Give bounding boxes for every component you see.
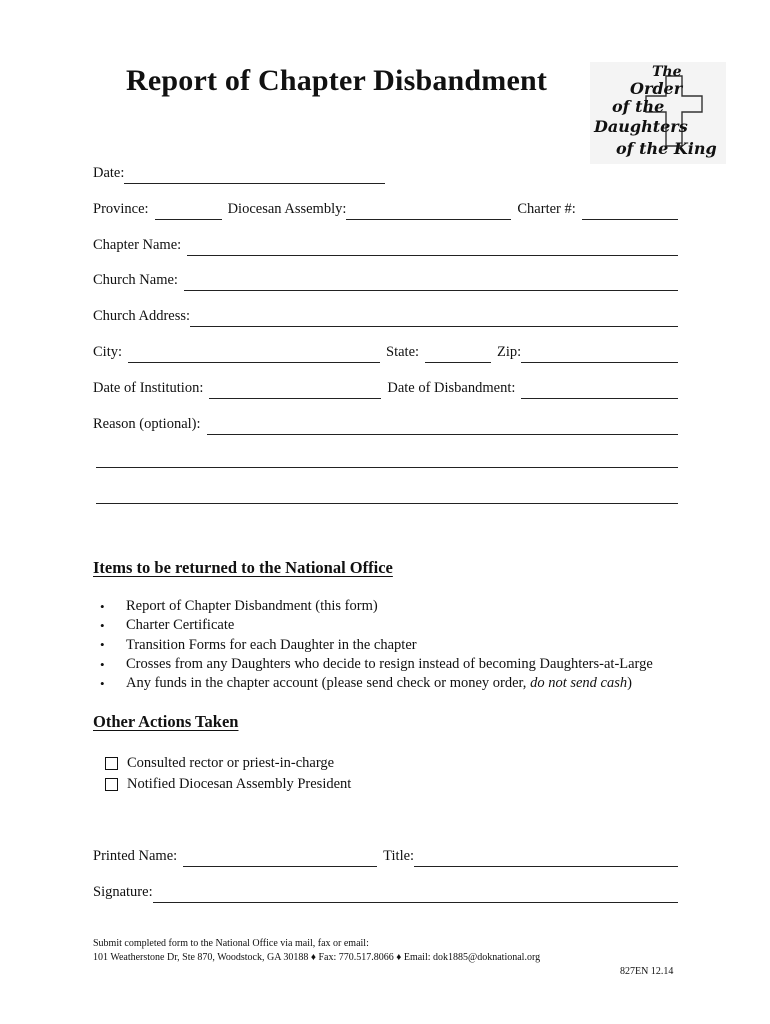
state-label: State: <box>386 344 420 360</box>
form-title: Report of Chapter Disbandment <box>126 64 548 97</box>
logo-text-of-the: of the <box>612 97 665 116</box>
logo-text-the: The <box>652 64 682 80</box>
footer-instructions: Submit completed form to the National Office via mail, fax or email: <box>93 938 369 949</box>
items-list <box>100 597 653 693</box>
reason-label: Reason (optional): <box>93 416 201 432</box>
checkbox-consulted-rector[interactable] <box>105 755 334 772</box>
list-item: • Report of Chapter Disbandment (this form) <box>100 598 378 615</box>
church-name-label: Church Name: <box>93 272 178 288</box>
list-item-text: Charter Certificate <box>126 617 235 634</box>
list-item-text: Transition Forms for each Daughter in the chapter <box>126 636 417 653</box>
list-item: • Any funds in the chapter account (please send check or money order, do not send cash) <box>100 675 632 692</box>
chapter-name-row <box>93 234 678 256</box>
date-label: Date: <box>93 165 125 181</box>
charter-label: Charter #: <box>517 201 576 217</box>
order-daughters-king-logo <box>590 62 726 164</box>
reason-row <box>93 413 678 435</box>
zip-label: Zip: <box>497 344 522 360</box>
logo-text-order: Order <box>630 79 683 98</box>
chapter-name-label: Chapter Name: <box>93 237 182 253</box>
dates-row <box>93 377 678 399</box>
date-of-institution-label: Date of Institution: <box>93 380 204 396</box>
date-row <box>93 162 385 184</box>
diocesan-assembly-label: Diocesan Assembly: <box>227 201 347 217</box>
date-of-disbandment-field[interactable] <box>521 382 678 399</box>
printed-name-label: Printed Name: <box>93 848 178 864</box>
reason-field[interactable] <box>207 418 678 435</box>
actions-heading: Other Actions Taken <box>93 712 239 731</box>
logo-text-daughters: Daughters <box>594 117 688 136</box>
date-field[interactable] <box>124 167 385 184</box>
form-number: 827EN 12.14 <box>620 966 674 977</box>
signature-row <box>93 881 678 903</box>
church-address-field[interactable] <box>190 310 678 327</box>
list-item-text: Crosses from any Daughters who decide to resign instead of becoming Daughters-at-Large <box>126 656 653 673</box>
church-name-row <box>93 269 678 291</box>
charter-field[interactable] <box>582 203 678 220</box>
signature-field[interactable] <box>153 886 678 903</box>
list-item-text: Report of Chapter Disbandment (this form) <box>126 598 378 615</box>
city-label: City: <box>93 344 123 360</box>
list-item-text: Any funds in the chapter account (please send check or money order, do not send cash) <box>126 675 632 692</box>
province-row <box>93 198 678 220</box>
title-label: Title: <box>383 848 415 864</box>
church-address-label: Church Address: <box>93 308 191 324</box>
footer-address: 101 Weatherstone Dr, Ste 870, Woodstock, GA 30188 ♦ Fax: 770.517.8066 ♦ Email: dok1885@doknational.org <box>93 952 541 963</box>
church-name-field[interactable] <box>184 274 678 291</box>
reason-line-2[interactable] <box>96 451 678 468</box>
state-field[interactable] <box>425 346 491 363</box>
church-address-row <box>93 305 678 327</box>
signature-label: Signature: <box>93 884 153 900</box>
checkbox-icon[interactable] <box>105 757 118 770</box>
date-of-institution-field[interactable] <box>209 382 381 399</box>
chapter-name-field[interactable] <box>187 239 678 256</box>
list-item: • Charter Certificate <box>100 617 235 634</box>
province-label: Province: <box>93 201 149 217</box>
printed-name-field[interactable] <box>183 850 377 867</box>
checkbox-notified-president[interactable] <box>105 776 351 793</box>
reason-line-3[interactable] <box>96 487 678 504</box>
items-heading: Items to be returned to the National Office <box>93 558 393 577</box>
checkbox-label: Consulted rector or priest-in-charge <box>127 755 335 771</box>
date-of-disbandment-label: Date of Disbandment: <box>387 380 516 396</box>
title-field[interactable] <box>414 850 678 867</box>
zip-field[interactable] <box>521 346 678 363</box>
printed-name-row <box>93 845 678 867</box>
province-field[interactable] <box>155 203 222 220</box>
city-row <box>93 341 678 363</box>
diocesan-assembly-field[interactable] <box>346 203 511 220</box>
list-item: • Crosses from any Daughters who decide to resign instead of becoming Daughters-at-Large <box>100 656 653 673</box>
checkbox-icon[interactable] <box>105 778 118 791</box>
checkbox-label: Notified Diocesan Assembly President <box>127 776 352 792</box>
list-item: • Transition Forms for each Daughter in the chapter <box>100 636 417 653</box>
do-not-send-cash-emphasis: do not send cash <box>530 675 628 692</box>
logo-text-of-the-king: of the King <box>616 139 717 158</box>
city-field[interactable] <box>128 346 380 363</box>
